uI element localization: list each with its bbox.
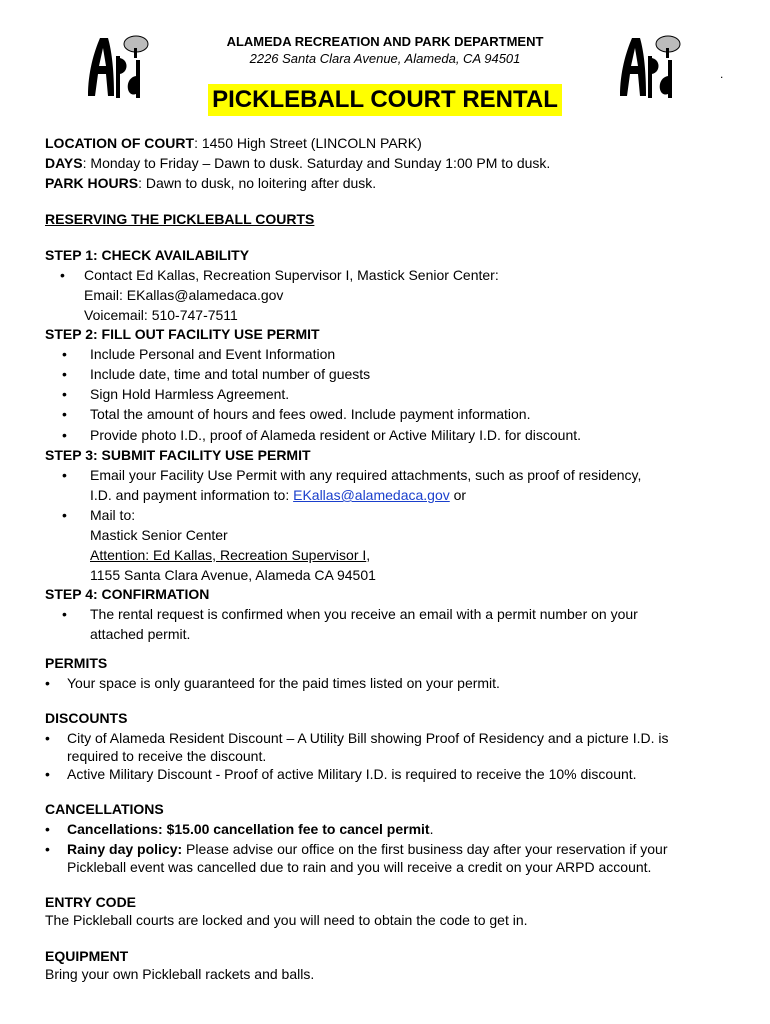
step2-item: Sign Hold Harmless Agreement. bbox=[90, 386, 290, 402]
bullet: • bbox=[45, 730, 50, 746]
permits-item: Your space is only guaranteed for the paid times listed on your permit. bbox=[67, 675, 500, 691]
step2-item: Include date, time and total number of guests bbox=[90, 366, 371, 382]
step3-email-post: or bbox=[449, 487, 467, 503]
attention-comma: , bbox=[366, 547, 371, 563]
step3-mail-attention bbox=[90, 546, 370, 564]
days-label: DAYS bbox=[45, 155, 83, 171]
bullet: • bbox=[62, 467, 67, 483]
cancellations-heading: CANCELLATIONS bbox=[45, 801, 164, 817]
step1-email: Email: EKallas@alamedaca.gov bbox=[84, 287, 284, 303]
days-value: : Monday to Friday – Dawn to dusk. Saturday and Sunday 1:00 PM to dusk. bbox=[82, 155, 551, 171]
bullet: • bbox=[62, 427, 67, 443]
entry-code-heading: ENTRY CODE bbox=[45, 894, 137, 910]
step1-voicemail: Voicemail: 510-747-7511 bbox=[84, 307, 238, 323]
equipment-text: Bring your own Pickleball rackets and balls. bbox=[45, 966, 315, 982]
days-line bbox=[45, 154, 550, 172]
step3-mail-to: Mail to: bbox=[90, 507, 136, 523]
bullet: • bbox=[60, 267, 65, 283]
bullet: • bbox=[45, 766, 50, 782]
rainy-day-label: Rainy day policy: bbox=[67, 841, 183, 857]
rainy-day-line1 bbox=[67, 840, 667, 858]
step3-mail-name: Mastick Senior Center bbox=[90, 527, 228, 543]
hours-label: PARK HOURS bbox=[45, 175, 139, 191]
location-line bbox=[45, 134, 422, 152]
hours-line bbox=[45, 174, 376, 192]
bullet: • bbox=[62, 606, 67, 622]
location-label: LOCATION OF COURT bbox=[45, 135, 195, 151]
bullet: • bbox=[62, 406, 67, 422]
step3-heading-number: STEP 3 bbox=[45, 447, 93, 463]
bullet: • bbox=[45, 675, 50, 691]
rainy-day-text: Please advise our office on the first business day after your reservation if your bbox=[182, 841, 668, 857]
discounts-heading: DISCOUNTS bbox=[45, 710, 128, 726]
discount-resident-line1: City of Alameda Resident Discount – A Utility Bill showing Proof of Residency and a picture I.D. is bbox=[67, 730, 669, 746]
step2-item: Provide photo I.D., proof of Alameda resident or Active Military I.D. for discount. bbox=[90, 427, 582, 443]
rainy-day-line2: Pickleball event was cancelled due to rain and you will receive a credit on your ARPD account. bbox=[67, 859, 652, 875]
bullet: • bbox=[62, 366, 67, 382]
step4-line2: attached permit. bbox=[90, 626, 191, 642]
bullet: • bbox=[45, 841, 50, 857]
cancellation-fee-bold: Cancellations: $15.00 cancellation fee to cancel permit bbox=[67, 821, 430, 837]
permits-heading: PERMITS bbox=[45, 655, 108, 671]
equipment-heading: EQUIPMENT bbox=[45, 948, 129, 964]
step3-heading-text: : SUBMIT FACILITY USE PERMIT bbox=[93, 447, 311, 463]
step4-line1: The rental request is confirmed when you receive an email with a permit number on your bbox=[90, 606, 638, 622]
step1-heading: STEP 1: CHECK AVAILABILITY bbox=[45, 247, 250, 263]
step3-email-line1: Email your Facility Use Permit with any required attachments, such as proof of residency, bbox=[90, 467, 642, 483]
attention-text: Attention: Ed Kallas, Recreation Supervisor I bbox=[90, 547, 367, 563]
cancellation-fee bbox=[67, 820, 433, 838]
location-value: : 1450 High Street (LINCOLN PARK) bbox=[194, 135, 422, 151]
step3-mail-address: 1155 Santa Clara Avenue, Alameda CA 94501 bbox=[90, 567, 376, 583]
step1-contact: Contact Ed Kallas, Recreation Supervisor I, Mastick Senior Center: bbox=[84, 267, 499, 283]
bullet: • bbox=[62, 346, 67, 362]
discount-military: Active Military Discount - Proof of active Military I.D. is required to receive the 10% discount. bbox=[67, 766, 637, 782]
email-link[interactable]: EKallas@alamedaca.gov bbox=[293, 487, 450, 503]
step3-email-line2 bbox=[90, 486, 466, 504]
page-title: PICKLEBALL COURT RENTAL bbox=[208, 84, 562, 116]
step2-item: Total the amount of hours and fees owed. Include payment information. bbox=[90, 406, 531, 422]
step4-heading: STEP 4: CONFIRMATION bbox=[45, 586, 210, 602]
cancellation-fee-tail: . bbox=[429, 821, 434, 837]
step2-item: Include Personal and Event Information bbox=[90, 346, 336, 362]
hours-value: : Dawn to dusk, no loitering after dusk. bbox=[138, 175, 377, 191]
department-name: ALAMEDA RECREATION AND PARK DEPARTMENT bbox=[226, 34, 544, 49]
bullet: • bbox=[45, 821, 50, 837]
bullet: • bbox=[62, 386, 67, 402]
step2-heading: STEP 2: FILL OUT FACILITY USE PERMIT bbox=[45, 326, 320, 342]
reserving-heading: RESERVING THE PICKLEBALL COURTS bbox=[45, 211, 315, 227]
bullet: • bbox=[62, 507, 67, 523]
discount-resident-line2: required to receive the discount. bbox=[67, 748, 267, 764]
step3-heading bbox=[45, 446, 311, 464]
stray-mark: . bbox=[720, 67, 724, 81]
department-address: 2226 Santa Clara Avenue, Alameda, CA 94501 bbox=[249, 51, 521, 66]
entry-code-text: The Pickleball courts are locked and you will need to obtain the code to get in. bbox=[45, 912, 528, 928]
step3-email-pre: I.D. and payment information to: bbox=[90, 487, 294, 503]
